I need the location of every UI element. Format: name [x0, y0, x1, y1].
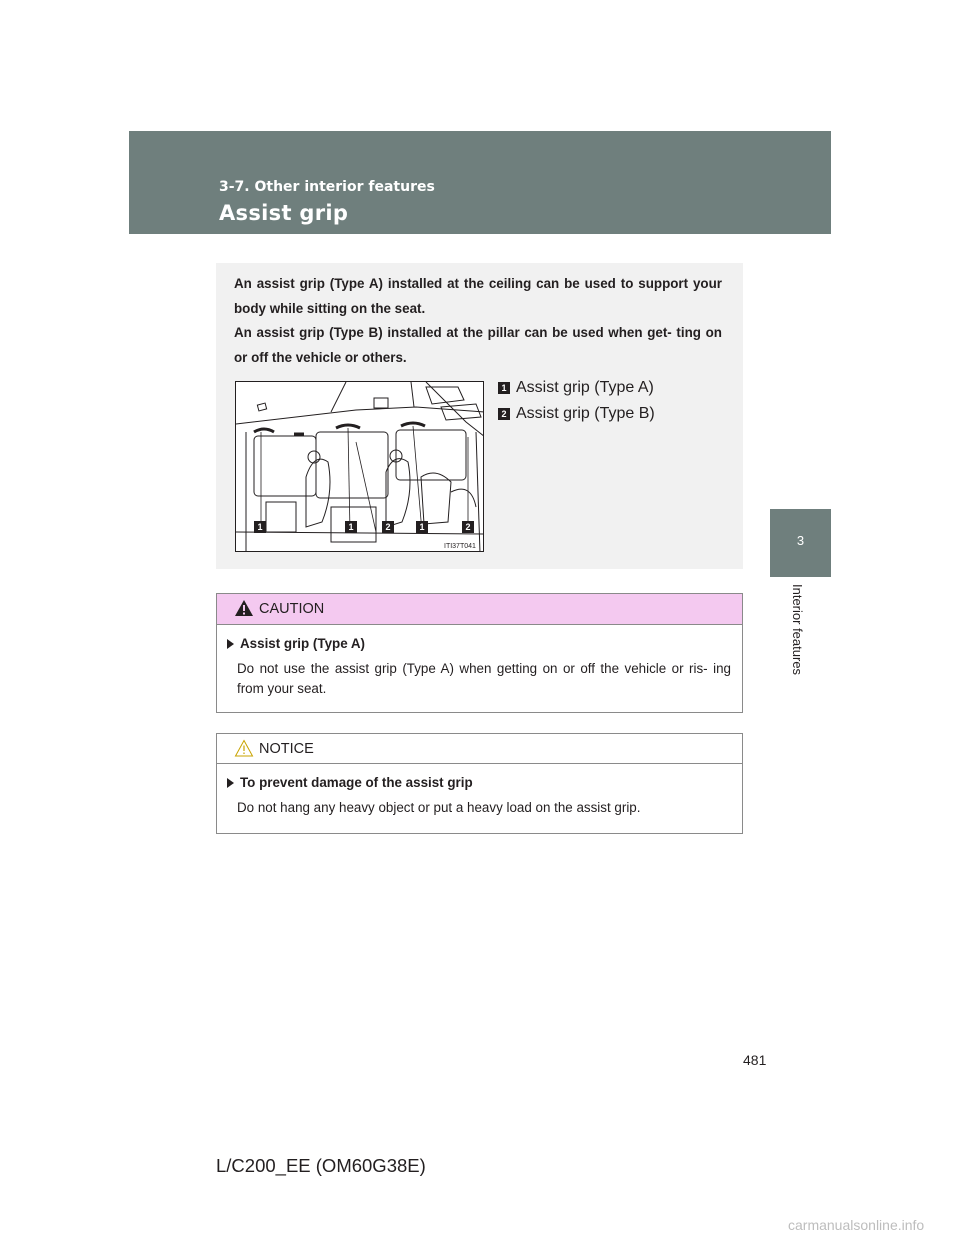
callout-1: 1: [257, 522, 263, 532]
caution-heading-text: Assist grip (Type A): [240, 636, 365, 651]
caution-heading: [227, 636, 365, 651]
chapter-label-text: Interior features: [790, 584, 805, 676]
intro-box: [216, 263, 743, 569]
section-label: 3-7. Other interior features: [219, 179, 435, 195]
page-number: 481: [743, 1052, 767, 1068]
caution-header: [217, 594, 742, 625]
callout-3: 2: [385, 522, 391, 532]
intro-paragraph-2: An assist grip (Type B) installed at the pillar can be used when get- ting on or off the vehicle or others.: [234, 325, 722, 365]
legend-label-2: Assist grip (Type B): [516, 405, 655, 422]
model-code: L/C200_EE (OM60G38E): [216, 1155, 426, 1176]
notice-heading-text: To prevent damage of the assist grip: [240, 775, 473, 790]
chapter-number: 3: [796, 533, 805, 548]
chapter-label: [792, 584, 806, 694]
notice-box: [216, 733, 743, 834]
assist-grip-illustration: [235, 381, 484, 552]
figure-code: ITI37T041: [444, 543, 476, 550]
callout-2: 1: [348, 522, 354, 532]
triangle-bullet-icon: [227, 639, 234, 649]
warning-outline-icon: [234, 739, 254, 757]
roof-line: [236, 407, 484, 424]
legend-item-2: [498, 405, 655, 423]
chapter-tab[interactable]: [770, 509, 831, 577]
notice-title: NOTICE: [259, 741, 314, 757]
vehicle-interior-drawing: [236, 382, 484, 552]
pillar-line: [331, 382, 346, 412]
caution-title: CAUTION: [259, 601, 325, 617]
notice-heading: [227, 775, 473, 790]
warning-filled-icon: [234, 599, 254, 617]
legend-item-1: [498, 379, 654, 397]
page-title: Assist grip: [219, 201, 349, 225]
triangle-bullet-icon: [227, 778, 234, 788]
legend-marker-1: 1: [498, 382, 510, 394]
callout-4: 1: [419, 522, 425, 532]
caution-text: Do not use the assist grip (Type A) when getting on or off the vehicle or ris- ing from your seat.: [237, 661, 731, 696]
intro-paragraph-1: An assist grip (Type A) installed at the ceiling can be used to support your body while sitting on the seat.: [234, 276, 722, 316]
caution-box: [216, 593, 743, 713]
callout-5: 2: [465, 522, 471, 532]
watermark-text: carmanualsonline.info: [788, 1217, 925, 1233]
legend-marker-2: 2: [498, 408, 510, 420]
notice-header: [217, 734, 742, 764]
legend-label-1: Assist grip (Type A): [516, 379, 654, 396]
notice-text: Do not hang any heavy object or put a heavy load on the assist grip.: [237, 800, 641, 815]
